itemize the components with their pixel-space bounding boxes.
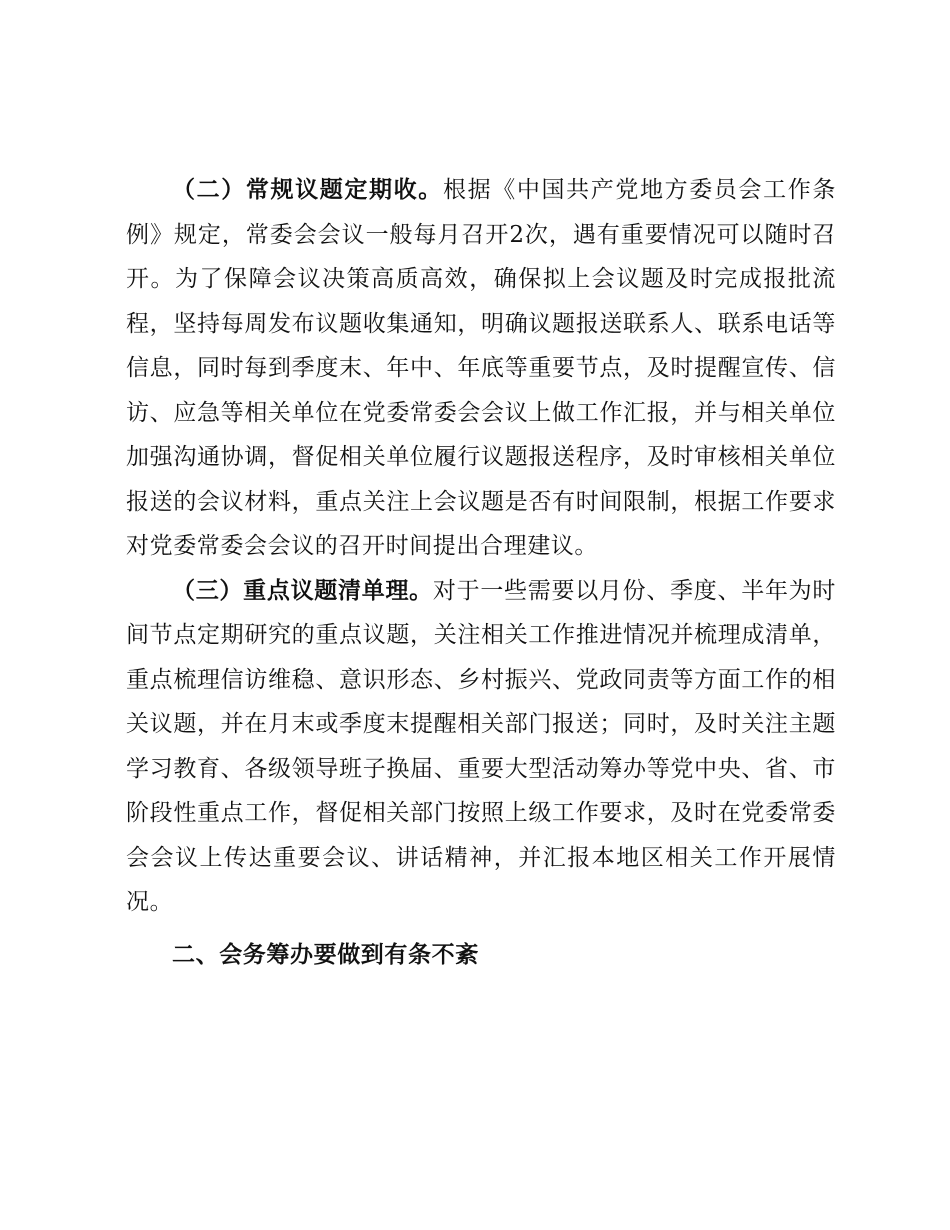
paragraph-key-topics	[126, 569, 836, 925]
document-body	[126, 168, 836, 977]
paragraph-lead: （三）重点议题清单理。	[172, 577, 433, 604]
paragraph-regular-topics	[126, 168, 836, 569]
paragraph-text: 根据《中国共产党地方委员会工作条例》规定，常委会会议一般每月召开2次，遇有重要情况可以随时召开。为了保障会议决策高质高效，确保拟上会议题及时完成报批流程，坚持每周发布议题收集通知，明确议题报送联系人、联系电话等信息，同时每到季度末、年中、年底等重要节点，及时提醒宣传、信访、应急等相关单位在党委常委会会议上做工作汇报，并与相关单位加强沟通协调，督促相关单位履行议题报送程序，及时审核相关单位报送的会议材料，重点关注上会议题是否有时间限制，根据工作要求对党委常委会会议的召开时间提出合理建议。	[126, 177, 836, 559]
paragraph-lead: （二）常规议题定期收。	[172, 177, 443, 203]
paragraph-text: 对于一些需要以月份、季度、半年为时间节点定期研究的重点议题，关注相关工作推进情况并梳理成清单，重点梳理信访维稳、意识形态、乡村振兴、党政同责等方面工作的相关议题，并在月末或季度末提醒相关部门报送；同时，及时关注主题学习教育、各级领导班子换届、重要大型活动筹办等党中央、省、市阶段性重点工作，督促相关部门按照上级工作要求，及时在党委常委会会议上传达重要会议、讲话精神，并汇报本地区相关工作开展情况。	[126, 577, 836, 915]
section-heading: 二、会务筹办要做到有条不紊	[172, 941, 479, 968]
